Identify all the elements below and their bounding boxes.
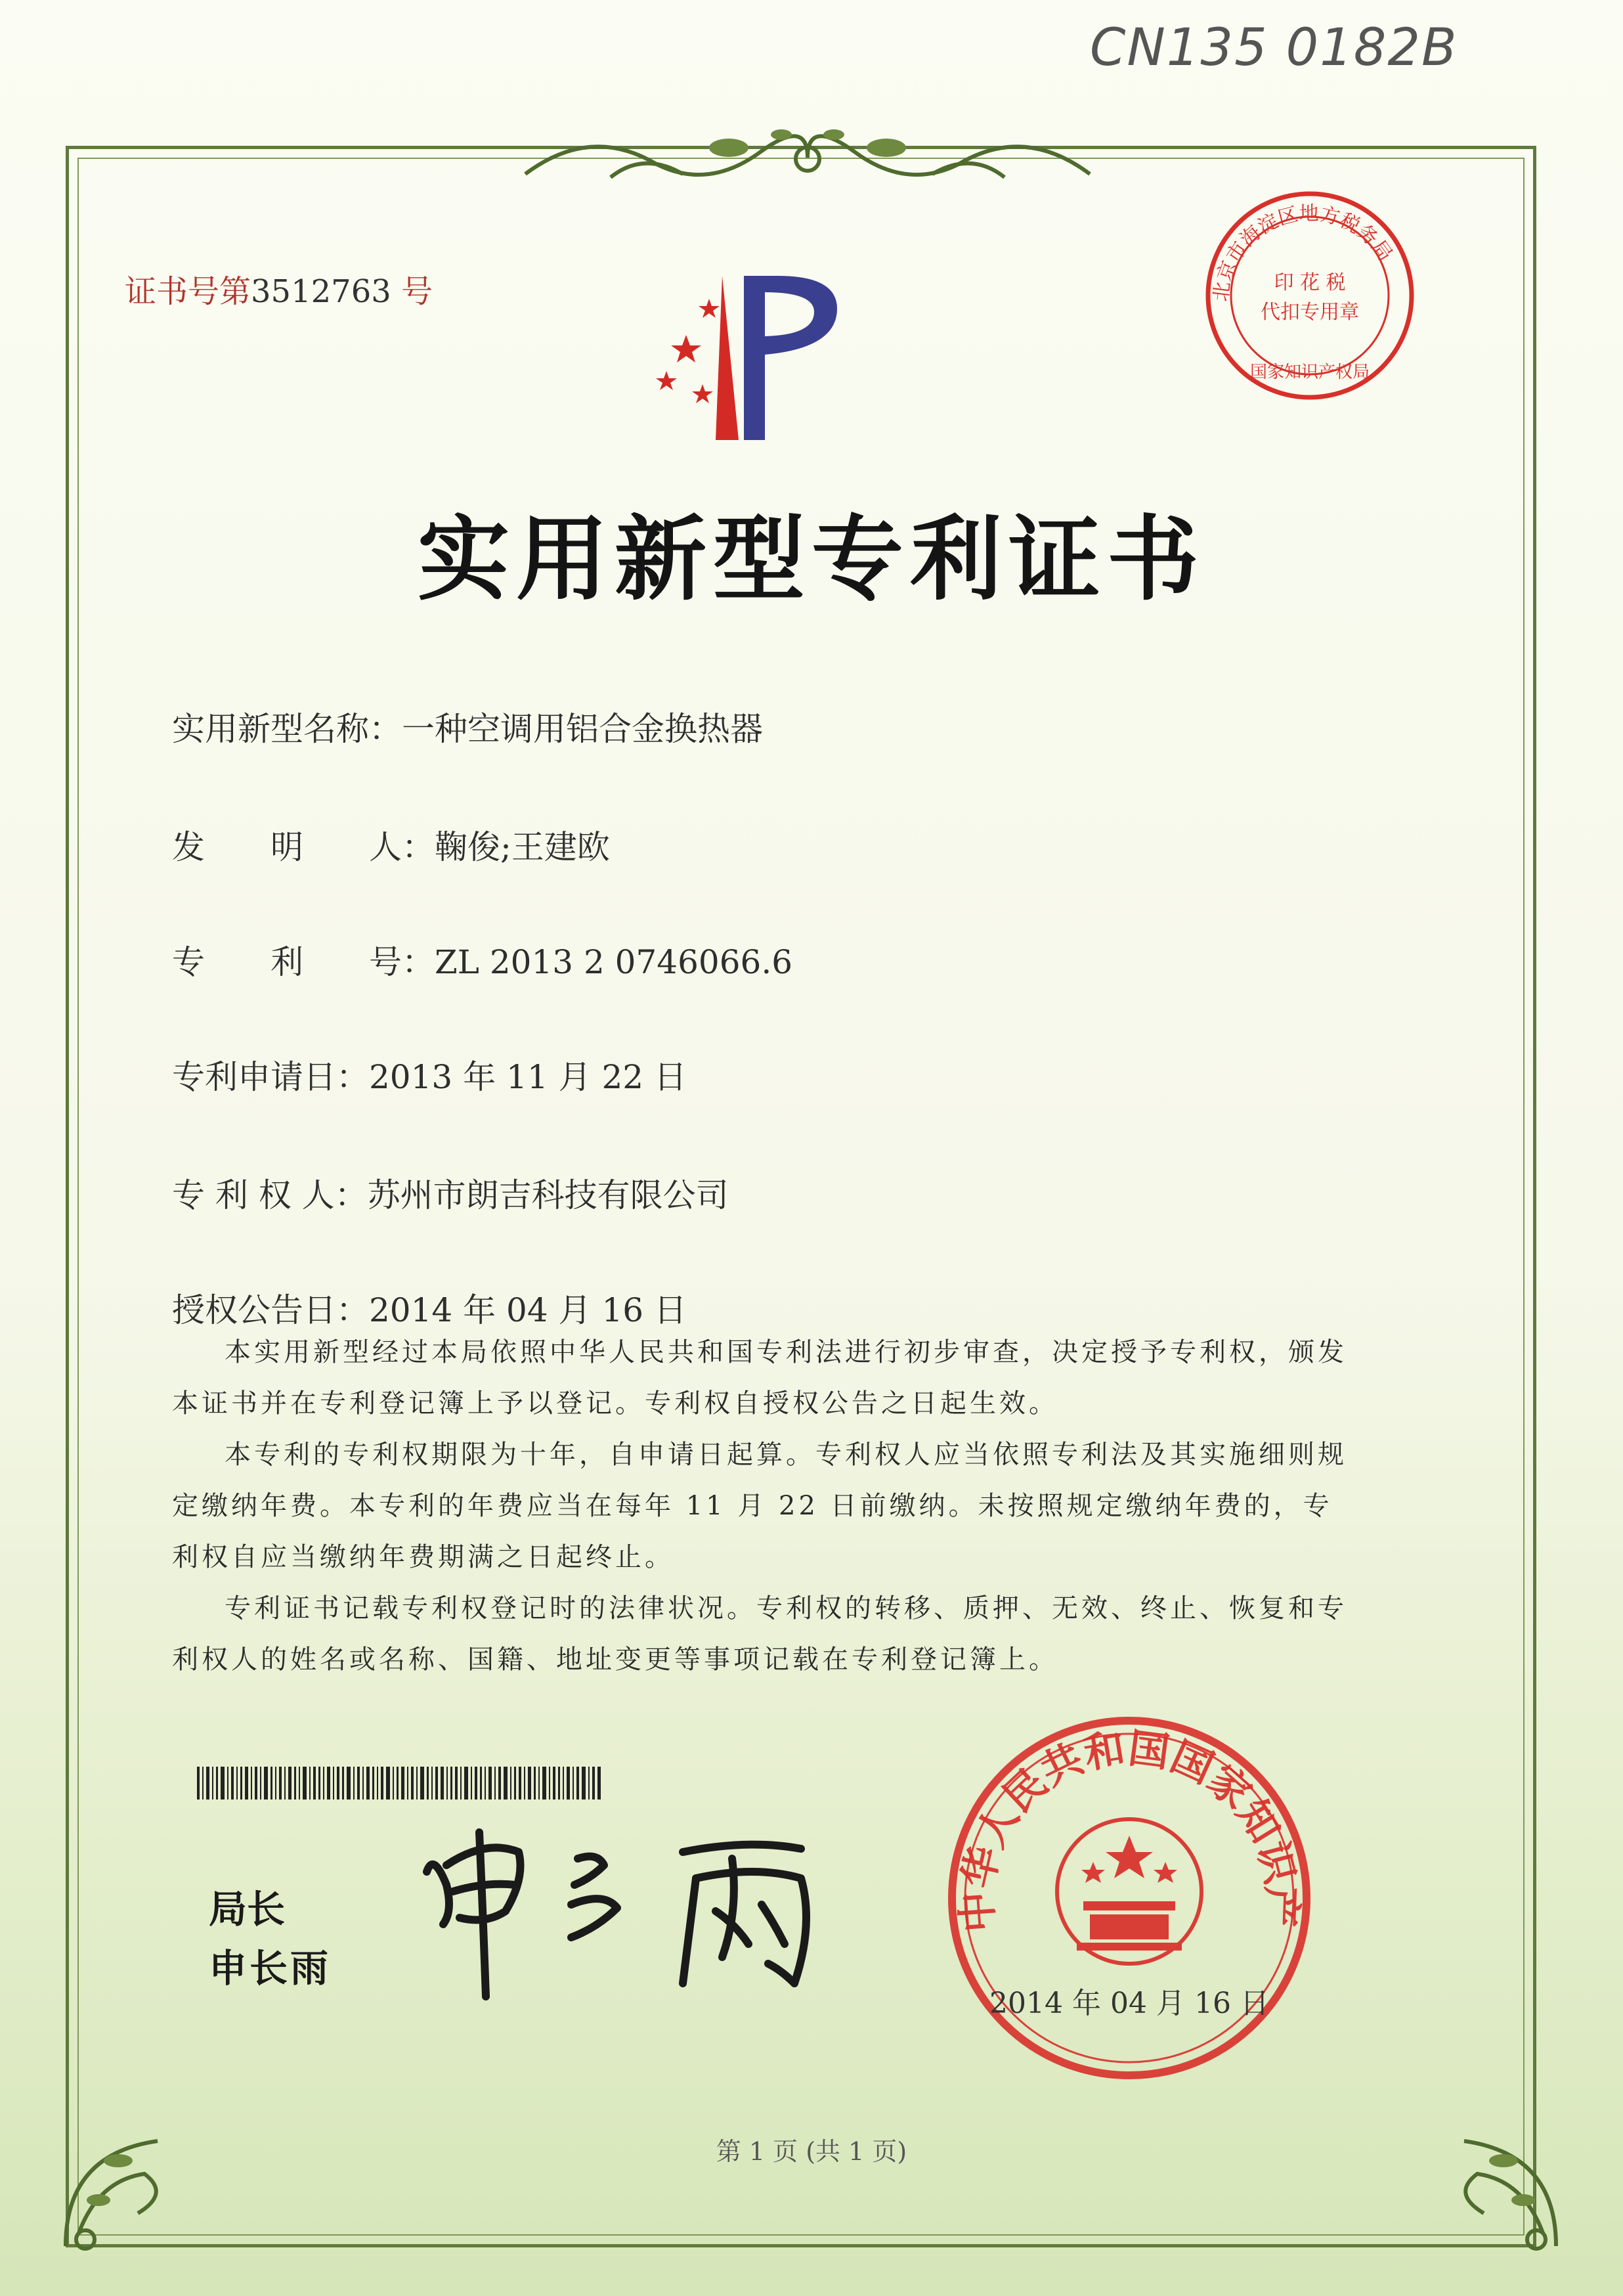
field-grant-date-label: 授权公告日： [172,1291,369,1329]
tax-stamp-seal [1201,187,1418,404]
field-patentee-label: 专 利 权 人： [172,1176,368,1214]
patent-office-logo [647,263,876,453]
director-title: 局长 [209,1887,286,1932]
field-model-name-value: 一种空调用铝合金换热器 [402,710,763,748]
certificate-body [172,1327,1360,1685]
office-seal-date: 2014 年 04 月 16 日 [989,1987,1269,2020]
page-number: 第 1 页 (共 1 页) [716,2137,907,2166]
field-model-name-label: 实用新型名称： [172,710,402,748]
field-application-date [172,1051,687,1098]
field-patentee-value: 苏州市朗吉科技有限公司 [367,1176,729,1214]
top-ornament [512,112,1103,204]
body-paragraph-1: 本实用新型经过本局依照中华人民共和国专利法进行初步审查，决定授予专利权，颁发本证书并在专利登记簿上予以登记。专利权自授权公告之日起生效。 [172,1337,1347,1419]
field-patent-number-label: 专 利 号： [172,943,435,981]
body-paragraph-2: 本专利的专利权期限为十年，自申请日起算。专利权人应当依照专利法及其实施细则规定缴纳年费。本专利的年费应当在每年 11 月 22 日前缴纳。未按照规定缴纳年费的，专利权自应当缴纳年费期满之日起终止。 [172,1440,1347,1572]
bottom-left-ornament [39,2102,210,2259]
tax-seal-outer-text: 北京市海淀区地方税务局 [1209,202,1397,303]
office-official-seal [945,1714,1313,2082]
certificate-number [125,266,433,311]
bottom-right-ornament [1412,2102,1582,2259]
tax-seal-bottom-text: 国家知识产权局 [1249,363,1370,382]
director-signature [407,1813,867,2010]
field-application-date-value: 2013 年 11 月 22 日 [369,1058,687,1096]
office-seal-outer-text: 中华人民共和国国家知识产 [952,1723,1306,1934]
field-patent-number-value: ZL 2013 2 0746066.6 [435,943,793,981]
certificate-number-prefix: 证书号第 [125,273,251,310]
barcode [197,1767,601,1799]
field-inventors [172,821,610,868]
field-inventors-label: 发 明 人： [172,828,435,866]
field-grant-date-value: 2014 年 04 月 16 日 [369,1291,687,1329]
certificate-number-suffix: 号 [401,273,433,310]
field-patentee [172,1169,729,1216]
field-application-date-label: 专利申请日： [172,1058,369,1096]
certificate-title: 实用新型专利证书 [417,506,1205,613]
handwritten-reference-note: CN135 0182B [1090,18,1458,77]
national-emblem-icon [1057,1819,1201,1964]
certificate-number-value: 3512763 [251,273,391,310]
body-paragraph-3: 专利证书记载专利权登记时的法律状况。专利权的转移、质押、无效、终止、恢复和专利权人的姓名或名称、国籍、地址变更等事项记载在专利登记簿上。 [172,1593,1347,1675]
tax-seal-line2: 代扣专用章 [1261,301,1359,324]
field-patent-number [172,936,792,983]
tax-seal-line1: 印 花 税 [1274,271,1346,294]
field-grant-date [172,1284,687,1331]
field-inventors-value: 鞠俊;王建欧 [435,828,610,866]
director-name: 申长雨 [209,1946,332,1991]
field-model-name [172,703,763,750]
